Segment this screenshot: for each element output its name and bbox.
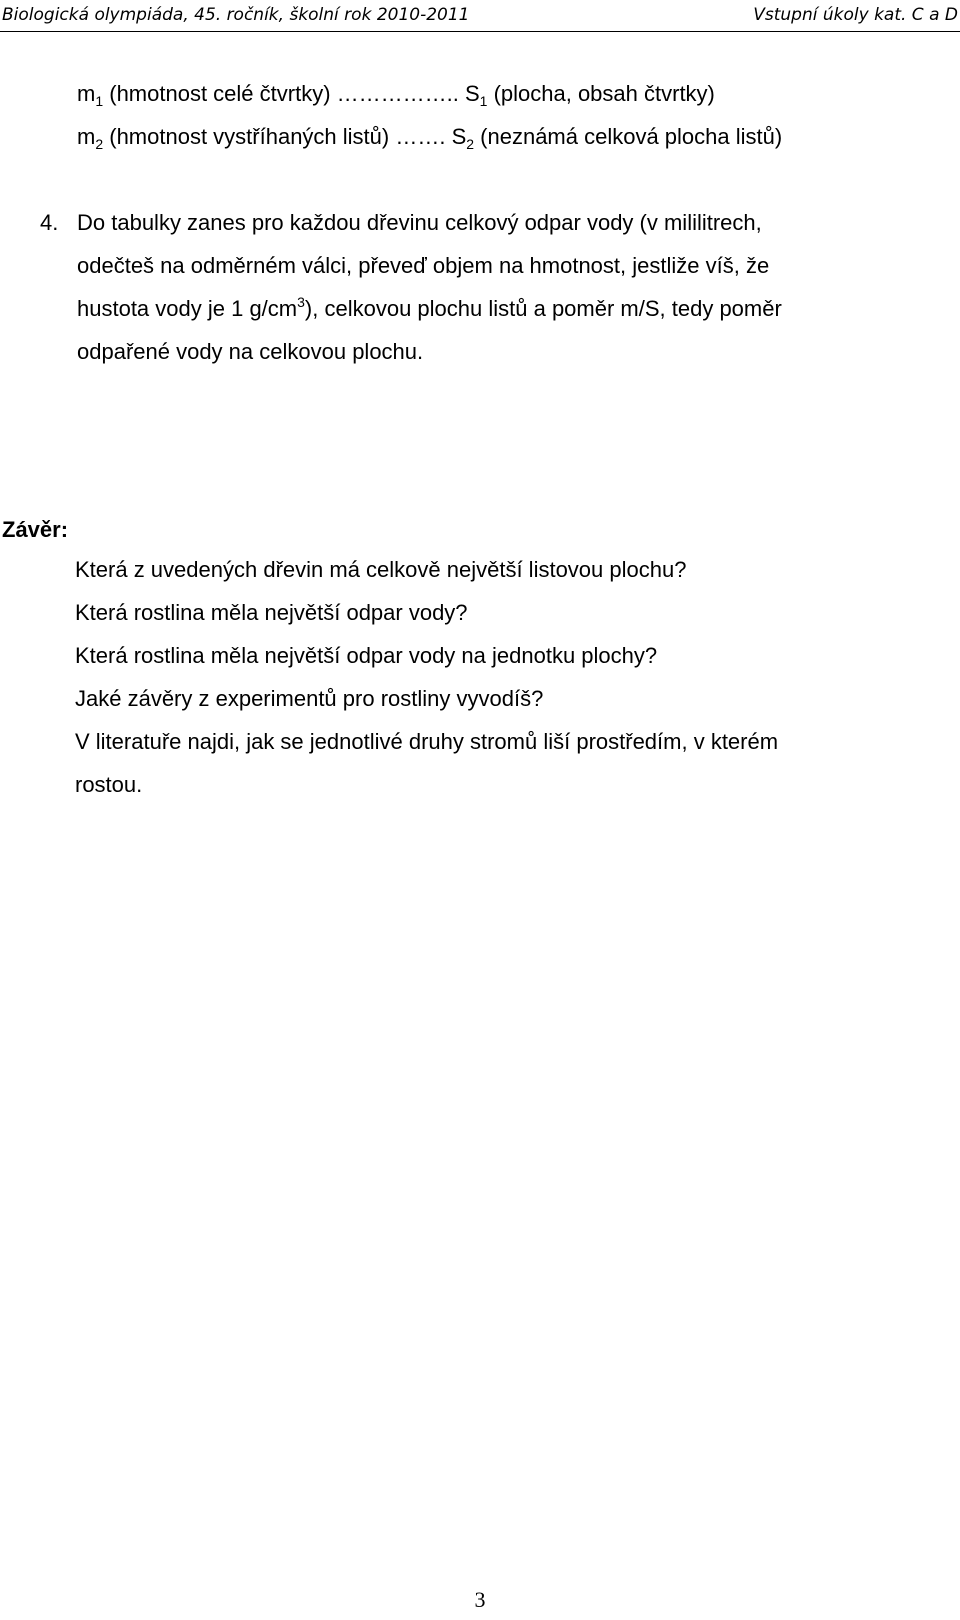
question: rostou. [75, 772, 143, 797]
mass-description: (hmotnost vystříhaných listů) ……. [103, 124, 452, 149]
task-line-part: ), celkovou plochu listů a poměr m/S, tedy poměr [304, 296, 782, 321]
area-description: (plocha, obsah čtvrtky) [487, 81, 715, 106]
question: Která rostlina měla největší odpar vody na jednotku plochy? [75, 643, 658, 668]
task-line: odpařené vody na celkovou plochu. [77, 339, 424, 364]
question: V literatuře najdi, jak se jednotlivé druhy stromů liší prostředím, v kterém [75, 729, 779, 754]
question: Jaké závěry z experimentů pro rostliny vyvodíš? [75, 686, 544, 711]
task-line: Do tabulky zanes pro každou dřevinu celkový odpar vody (v mililitrech, [77, 210, 762, 235]
question: Která rostlina měla největší odpar vody? [75, 600, 468, 625]
conclusion-heading: Závěr: [2, 517, 69, 542]
task-line: odečteš na odměrném válci, převeď objem na hmotnost, jestliže víš, že [77, 253, 770, 278]
task-line [77, 287, 782, 330]
page-header [0, 2, 960, 28]
area-symbol: S [464, 81, 480, 106]
mass-symbol: m [77, 81, 96, 106]
page-number: 3 [474, 1587, 486, 1612]
question: Která z uvedených dřevin má celkově největší listovou plochu? [75, 557, 687, 582]
task-text [77, 201, 782, 373]
header-title: Biologická olympiáda, 45. ročník, školní rok 2010-2011 [2, 5, 470, 25]
definition-line-2 [77, 115, 782, 158]
header-category: Vstupní úkoly kat. C a D [753, 5, 958, 25]
definition-line-1 [77, 72, 782, 115]
task-number: 4. [40, 210, 59, 235]
area-symbol: S [451, 124, 467, 149]
mass-symbol: m [77, 124, 96, 149]
area-subscript: 1 [479, 93, 488, 109]
superscript: 3 [297, 294, 305, 310]
area-description: (neznámá celková plocha listů) [474, 124, 783, 149]
conclusion-questions [75, 548, 778, 806]
definitions [77, 72, 782, 158]
mass-description: (hmotnost celé čtvrtky) …………….. [103, 81, 465, 106]
task-line-part: hustota vody je 1 g/cm [77, 296, 298, 321]
header-rule [0, 31, 960, 32]
mass-subscript: 2 [95, 136, 104, 152]
area-subscript: 2 [466, 136, 475, 152]
mass-subscript: 1 [95, 93, 104, 109]
